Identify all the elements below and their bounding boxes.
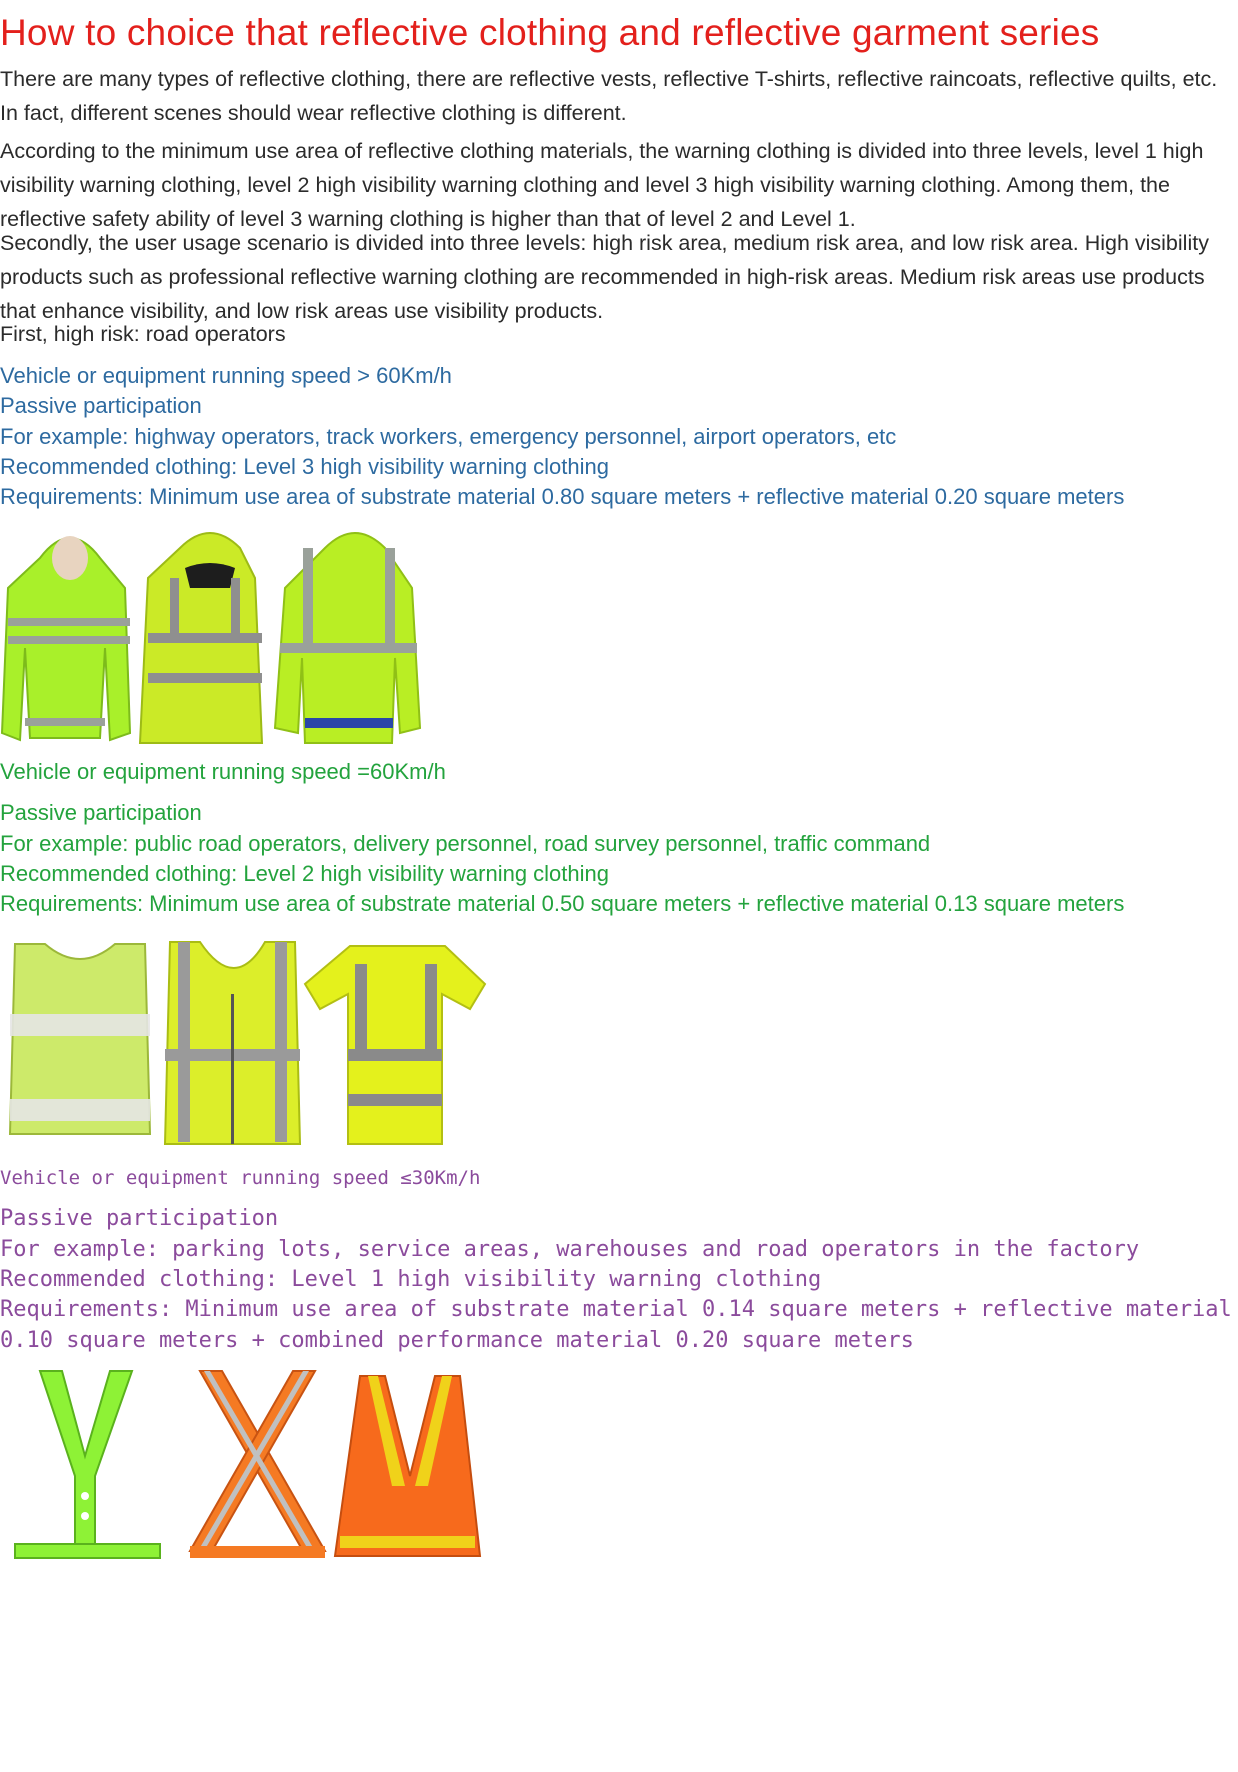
- s3-recommended: Recommended clothing: Level 1 high visibility warning clothing: [0, 1267, 822, 1292]
- s1-speed: Vehicle or equipment running speed > 60Km/h: [0, 363, 452, 388]
- mesh-vest-image: [10, 944, 150, 1134]
- raincoat-image: [275, 533, 420, 743]
- level2-clothing-images: [0, 934, 490, 1149]
- s2-example: For example: public road operators, delivery personnel, road survey personnel, traffic command: [0, 831, 931, 856]
- s3-example: For example: parking lots, service areas, warehouses and road operators in the factory: [0, 1237, 1140, 1262]
- s1-recommended: Recommended clothing: Level 3 high visibility warning clothing: [0, 454, 609, 479]
- scenario-paragraph: Secondly, the user usage scenario is divided into three levels: high risk area, medium risk area, and low risk area. High visibility products such as professional reflective warning clothing are recommended in high-risk areas. Medium risk areas use products that enhance visibility, and low risk areas use visibility products.: [0, 231, 1209, 323]
- levels-paragraph: According to the minimum use area of reflective clothing materials, the warning clothing is divided into three levels, level 1 high visibility warning clothing, level 2 high visibility warning clothing and level 3 high visibility warning clothing. Among them, the reflective safety ability of level 3 warning clothing is higher than that of level 2 and Level 1.: [0, 139, 1204, 231]
- level3-clothing-images: [0, 518, 430, 750]
- s3-speed: Vehicle or equipment running speed ≤30Km/h: [0, 1167, 481, 1189]
- s3-requirements-cont: 0.10 square meters + combined performance material 0.20 square meters: [0, 1328, 914, 1353]
- s2-requirements: Requirements: Minimum use area of substrate material 0.50 square meters + reflective material 0.13 square meters: [0, 891, 1125, 916]
- s3-participation: Passive participation: [0, 1206, 279, 1231]
- article-title: How to choice that reflective clothing and reflective garment series: [0, 12, 1100, 53]
- zip-vest-image: [165, 942, 300, 1144]
- hooded-jacket-image: [2, 536, 130, 740]
- intro-paragraph: There are many types of reflective clothing, there are reflective vests, reflective T-shirts, reflective raincoats, reflective quilts, etc. In fact, different scenes should wear reflective clothing is different.: [0, 67, 1218, 125]
- s2-recommended: Recommended clothing: Level 2 high visibility warning clothing: [0, 861, 609, 886]
- level1-clothing-images: [0, 1366, 495, 1566]
- led-harness-image: [15, 1371, 160, 1558]
- tshirt-image: [305, 946, 485, 1144]
- s2-participation: Passive participation: [0, 800, 202, 825]
- orange-strap-vest-image: [335, 1376, 480, 1556]
- high-risk-heading: First, high risk: road operators: [0, 322, 286, 346]
- s1-example: For example: highway operators, track workers, emergency personnel, airport operators, etc: [0, 424, 897, 449]
- s1-requirements: Requirements: Minimum use area of substrate material 0.80 square meters + reflective material 0.20 square meters: [0, 484, 1125, 509]
- s2-speed: Vehicle or equipment running speed =60Km/h: [0, 759, 446, 784]
- parka-image: [140, 533, 262, 743]
- s3-requirements: Requirements: Minimum use area of substrate material 0.14 square meters + reflective material: [0, 1297, 1232, 1322]
- cross-belt-image: [190, 1371, 325, 1558]
- s1-participation: Passive participation: [0, 393, 202, 418]
